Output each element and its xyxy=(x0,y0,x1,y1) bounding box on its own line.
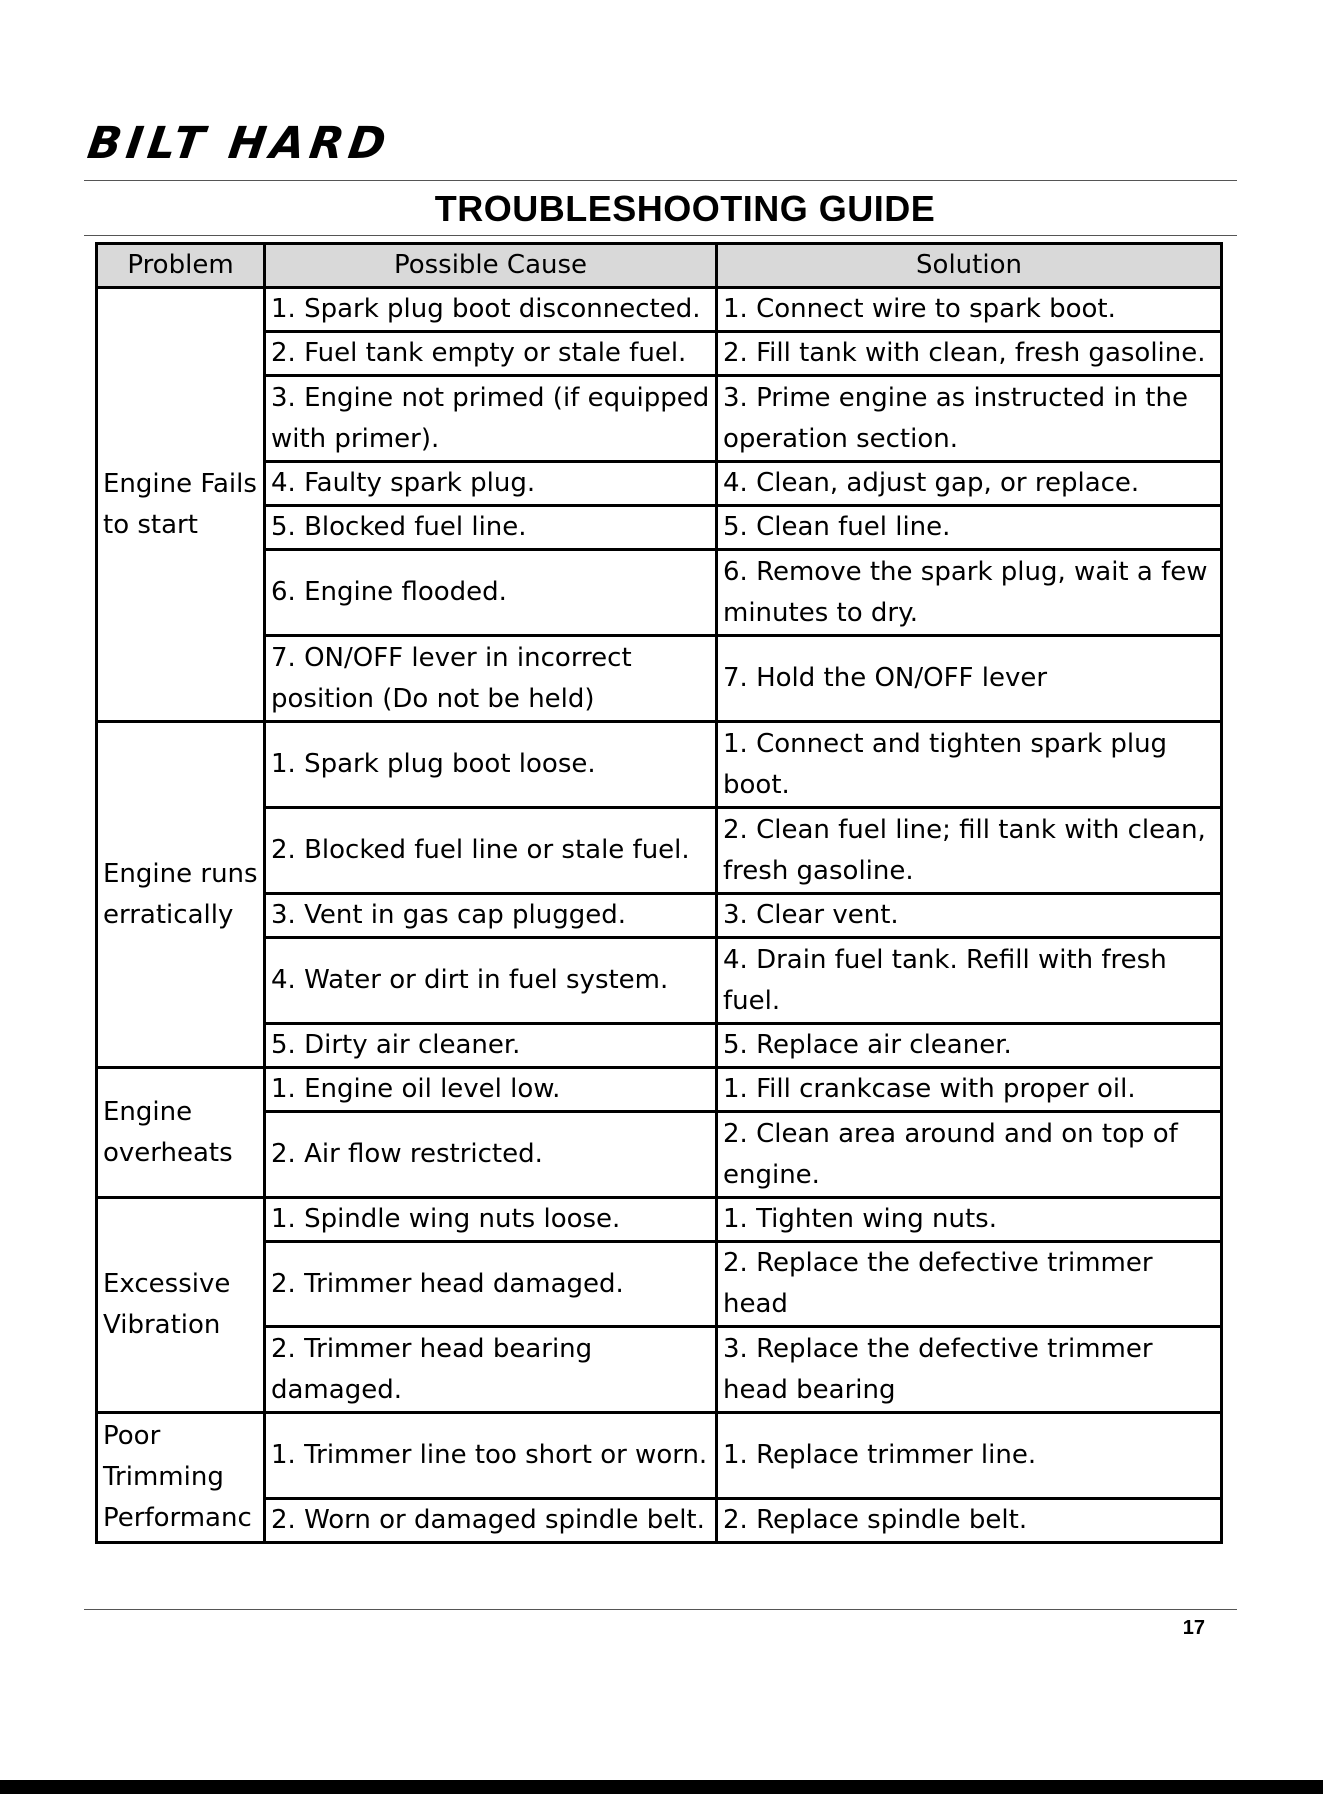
table-row xyxy=(97,722,1222,808)
solution-cell: 2. Fill tank with clean, fresh gasoline. xyxy=(717,332,1222,376)
cause-cell: 2. Trimmer head damaged. xyxy=(265,1242,717,1327)
cause-cell: 2. Blocked fuel line or stale fuel. xyxy=(265,808,717,894)
header-rule xyxy=(84,180,1237,181)
column-header-cause: Possible Cause xyxy=(265,244,717,288)
table-row xyxy=(97,462,1222,506)
cause-cell: 6. Engine flooded. xyxy=(265,550,717,636)
troubleshooting-table xyxy=(95,242,1223,1544)
cause-cell: 2. Trimmer head bearing damaged. xyxy=(265,1327,717,1413)
table-row xyxy=(97,1327,1222,1413)
solution-cell: 5. Replace air cleaner. xyxy=(717,1024,1222,1068)
column-header-problem: Problem xyxy=(97,244,265,288)
table-row xyxy=(97,332,1222,376)
table-row xyxy=(97,376,1222,462)
problem-cell: Engine overheats xyxy=(97,1068,265,1198)
solution-cell: 1. Tighten wing nuts. xyxy=(717,1198,1222,1242)
table-row xyxy=(97,1198,1222,1242)
page-number: 17 xyxy=(1182,1617,1205,1639)
cause-cell: 5. Dirty air cleaner. xyxy=(265,1024,717,1068)
table-row xyxy=(97,1499,1222,1543)
table-row xyxy=(97,938,1222,1024)
cause-cell: 1. Engine oil level low. xyxy=(265,1068,717,1112)
table-body xyxy=(97,288,1222,1543)
cause-cell: 7. ON/OFF lever in incorrect position (Do not be held) xyxy=(265,636,717,722)
problem-cell: Poor Trimming Performanc xyxy=(97,1413,265,1543)
problem-cell: Engine runs erratically xyxy=(97,722,265,1068)
cause-cell: 2. Air flow restricted. xyxy=(265,1112,717,1198)
cause-cell: 1. Spark plug boot loose. xyxy=(265,722,717,808)
solution-cell: 1. Replace trimmer line. xyxy=(717,1413,1222,1499)
solution-cell: 2. Replace the defective trimmer head xyxy=(717,1242,1222,1327)
solution-cell: 1. Connect and tighten spark plug boot. xyxy=(717,722,1222,808)
solution-cell: 3. Prime engine as instructed in the operation section. xyxy=(717,376,1222,462)
solution-cell: 3. Replace the defective trimmer head bearing xyxy=(717,1327,1222,1413)
table-row xyxy=(97,894,1222,938)
column-header-solution: Solution xyxy=(717,244,1222,288)
cause-cell: 1. Trimmer line too short or worn. xyxy=(265,1413,717,1499)
cause-cell: 2. Worn or damaged spindle belt. xyxy=(265,1499,717,1543)
problem-cell: Excessive Vibration xyxy=(97,1198,265,1413)
page-title: TROUBLESHOOTING GUIDE xyxy=(434,188,936,229)
solution-cell: 4. Clean, adjust gap, or replace. xyxy=(717,462,1222,506)
solution-cell: 2. Clean fuel line; fill tank with clean, fresh gasoline. xyxy=(717,808,1222,894)
table-row xyxy=(97,636,1222,722)
solution-cell: 5. Clean fuel line. xyxy=(717,506,1222,550)
cause-cell: 5. Blocked fuel line. xyxy=(265,506,717,550)
solution-cell: 2. Replace spindle belt. xyxy=(717,1499,1222,1543)
table-header-row xyxy=(97,244,1222,288)
cause-cell: 1. Spark plug boot disconnected. xyxy=(265,288,717,332)
table-row xyxy=(97,1068,1222,1112)
solution-cell: 7. Hold the ON/OFF lever xyxy=(717,636,1222,722)
cause-cell: 3. Vent in gas cap plugged. xyxy=(265,894,717,938)
footer-rule xyxy=(84,1609,1237,1610)
solution-cell: 4. Drain fuel tank. Refill with fresh fuel. xyxy=(717,938,1222,1024)
solution-cell: 3. Clear vent. xyxy=(717,894,1222,938)
solution-cell: 6. Remove the spark plug, wait a few minutes to dry. xyxy=(717,550,1222,636)
bottom-bar xyxy=(0,1780,1323,1794)
solution-cell: 1. Connect wire to spark boot. xyxy=(717,288,1222,332)
title-rule xyxy=(84,235,1237,236)
cause-cell: 3. Engine not primed (if equipped with primer). xyxy=(265,376,717,462)
table-row xyxy=(97,288,1222,332)
table-row xyxy=(97,1413,1222,1499)
cause-cell: 4. Faulty spark plug. xyxy=(265,462,717,506)
table-row xyxy=(97,808,1222,894)
table-row xyxy=(97,550,1222,636)
problem-cell: Engine Fails to start xyxy=(97,288,265,722)
table-row xyxy=(97,506,1222,550)
brand-logo: BILT HARD xyxy=(84,118,394,169)
solution-cell: 1. Fill crankcase with proper oil. xyxy=(717,1068,1222,1112)
solution-cell: 2. Clean area around and on top of engine. xyxy=(717,1112,1222,1198)
cause-cell: 2. Fuel tank empty or stale fuel. xyxy=(265,332,717,376)
table-row xyxy=(97,1112,1222,1198)
cause-cell: 4. Water or dirt in fuel system. xyxy=(265,938,717,1024)
table-row xyxy=(97,1024,1222,1068)
table-row xyxy=(97,1242,1222,1327)
cause-cell: 1. Spindle wing nuts loose. xyxy=(265,1198,717,1242)
